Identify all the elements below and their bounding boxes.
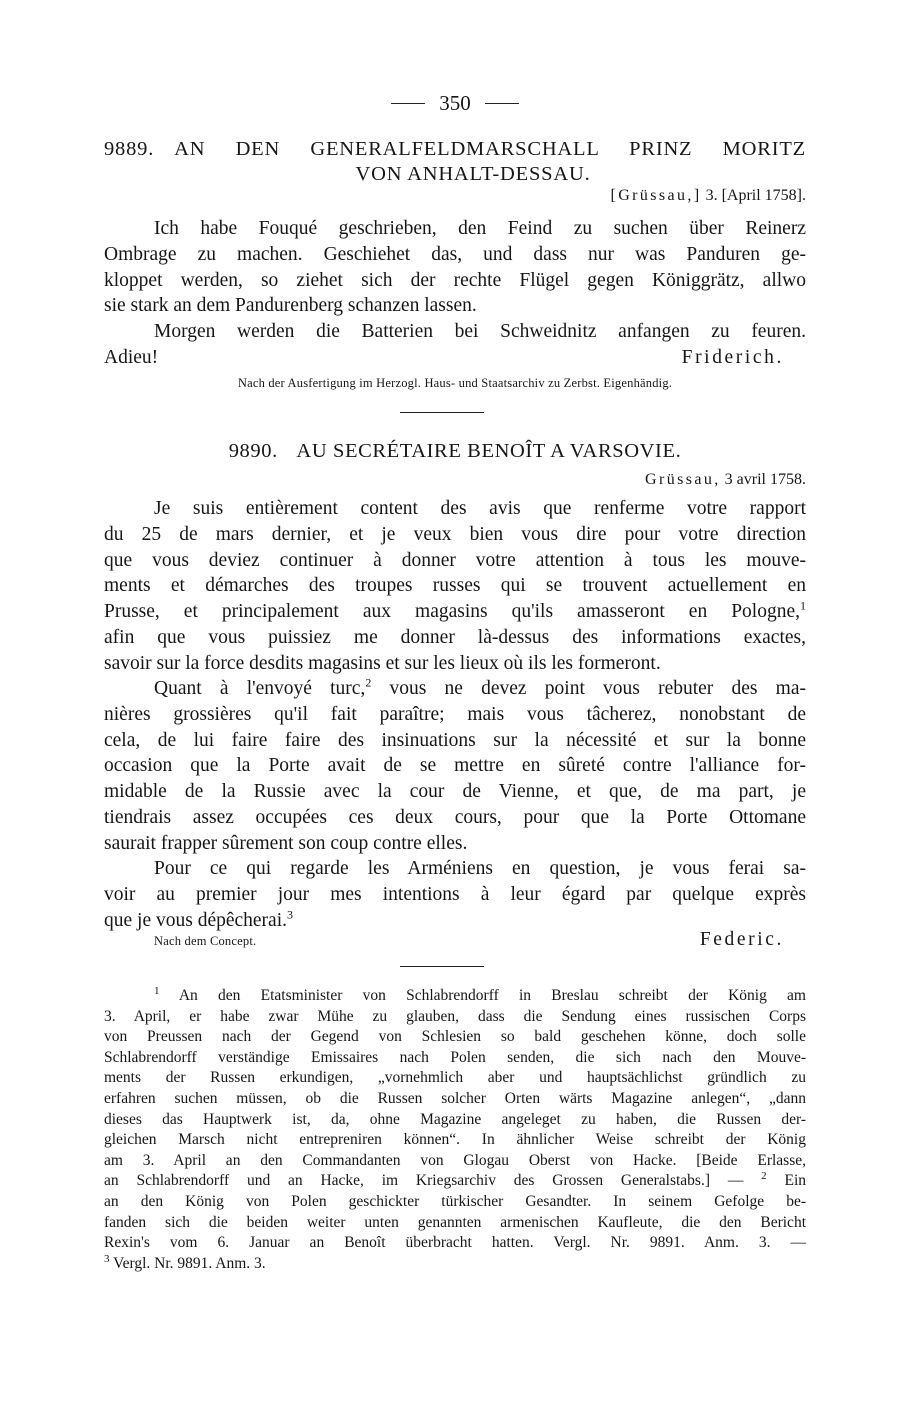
footnote-ref-1[interactable]: 1 xyxy=(800,598,806,613)
text-line: du 25 de mars dernier, et je veux bien vous dire pour votre direction xyxy=(104,523,806,545)
place: Grüssau, xyxy=(645,471,721,488)
signature: Friderich. xyxy=(681,347,784,368)
text-line: sie stark an dem Pandurenberg schanzen lassen. xyxy=(104,295,477,317)
letter-9890-paragraph-2 xyxy=(104,676,806,857)
place: [Grüssau,] xyxy=(610,187,702,204)
footnote-line: fanden sich die beiden weiter unten genannten armenischen Kaufleute, die den Bericht xyxy=(104,1213,806,1231)
text-line: Je suis entièrement content des avis que renferme votre rapport xyxy=(154,498,806,519)
text-line: Morgen werden die Batterien bei Schweidnitz anfangen zu feuren. xyxy=(154,321,806,342)
footnote-mark-3: 3 xyxy=(104,1252,110,1265)
text-line: nières grossières qu'il fait paraître; mais vous tâcherez, nonobstant de xyxy=(104,703,806,725)
letter-9889-dateline xyxy=(104,187,828,205)
footnote-line: Schlabrendorff verständige Emissaires nach Polen senden, die sich nach den Mouve- xyxy=(104,1048,806,1066)
text-fragment: Quant à l'envoyé turc, xyxy=(154,678,366,699)
footnote-divider xyxy=(400,966,484,967)
text-line: saurait frapper sûrement son coup contre elles. xyxy=(104,832,468,854)
footnote-line xyxy=(104,986,806,1007)
text-line-with-note xyxy=(104,676,806,702)
letter-number: 9890. xyxy=(228,440,278,462)
text-line: voir au premier jour mes intentions à leur égard par quelque exprès xyxy=(104,883,806,905)
footnote-line: von Preussen nach der Gegend von Schlesien so bald geschehen könne, doch solle xyxy=(104,1028,806,1046)
footnote-line: erfahren suchen müssen, ob die Russen solcher Orten wärts Magazine anlegen“, „dann xyxy=(104,1089,806,1107)
footnote-line: 3. April, er habe zwar Mühe zu glauben, dass die Sendung eines russischen Corps xyxy=(104,1007,806,1025)
section-divider xyxy=(400,412,484,413)
source-note: Nach dem Concept. xyxy=(154,934,257,948)
letter-9889-paragraph-2 xyxy=(104,319,806,345)
title-line-1: AN DEN GENERALFELDMARSCHALL PRINZ MORITZ xyxy=(174,138,806,160)
text-line: savoir sur la force desdits magasins et sur les lieux où ils les formeront. xyxy=(104,652,661,674)
text-line-with-note xyxy=(104,599,806,625)
closing: Adieu! xyxy=(104,347,159,368)
text-fragment: Ein xyxy=(784,1172,807,1190)
header-dash-left xyxy=(391,103,425,104)
footnote-ref-2[interactable]: 2 xyxy=(365,675,372,690)
date: 3 avril 1758. xyxy=(724,471,806,488)
footnote-line xyxy=(104,1254,806,1275)
letter-9890-dateline xyxy=(104,471,828,489)
signature: Federic. xyxy=(699,929,784,950)
text-line: midable de la Russie avec la cour de Vienne, et que, de ma part, je xyxy=(104,781,806,803)
text-line: Pour ce qui regarde les Arméniens en question, je vous ferai sa- xyxy=(154,858,806,879)
text-line: cela, de lui faire faire des insinuations sur la nécessité et sur la bonne xyxy=(104,729,806,751)
footnote-mark-2: 2 xyxy=(761,1170,767,1183)
footnote-ref-3[interactable]: 3 xyxy=(287,907,294,922)
text-line: occasion que la Porte avait de se mettre en sûreté contre l'alliance for- xyxy=(104,755,806,777)
footnote-line: an den König von Polen geschickter türkischer Gesandter. In seinem Gefolge be- xyxy=(104,1192,806,1210)
letter-9890-paragraph-3 xyxy=(104,856,806,933)
text-line: ments et démarches des troupes russes qui se trouvent actuellement en xyxy=(104,575,806,597)
text-fragment: an Schlabrendorff und an Hacke, im Kriegsarchiv des Grossen Generalstabs.] — xyxy=(104,1172,744,1190)
letter-9889-title xyxy=(104,137,806,187)
letter-9890-title xyxy=(104,440,826,463)
footnote-mark-1: 1 xyxy=(154,984,160,997)
footnote-line: ments der Russen erkundigen, „vornehmlich aber und hauptsächlichst gründlich zu xyxy=(104,1069,806,1087)
footnote-line xyxy=(104,1171,806,1192)
letter-9889-paragraph-1 xyxy=(104,216,806,319)
text-line: afin que vous puissiez me donner là-dessus des informations exactes, xyxy=(104,626,806,648)
text-fragment: Prusse, et principalement aux magasins qu'ils amasseront en Pologne, xyxy=(104,601,800,623)
text-line: tiendrais assez occupées ces deux cours, pour que la Porte Ottomane xyxy=(104,806,806,828)
text-line: que vous deviez continuer à donner votre attention à tous les mouve- xyxy=(104,549,806,571)
title-line-2: VON ANHALT-DESSAU. xyxy=(355,163,591,185)
letter-9889-source-note: Nach der Ausfertigung im Herzogl. Haus- und Staatsarchiv zu Zerbst. Eigenhändig. xyxy=(237,376,673,390)
text-fragment: An den Etatsminister von Schlabrendorff in Breslau schreibt der König am xyxy=(178,987,806,1004)
letter-9890-paragraph-1 xyxy=(104,496,806,677)
text-fragment: vous ne devez point vous rebuter des ma- xyxy=(371,678,806,699)
footnotes xyxy=(104,986,806,1274)
letter-9890-closing xyxy=(104,929,806,951)
text-fragment: Vergl. Nr. 9891. Anm. 3. xyxy=(113,1254,266,1272)
date: 3. [April 1758]. xyxy=(705,187,806,204)
text-line: Ich habe Fouqué geschrieben, den Feind zu suchen über Reinerz xyxy=(154,218,806,239)
title-text: AU SECRÉTAIRE BENOÎT A VARSOVIE. xyxy=(296,440,682,462)
footnote-line: gleichen Marsch nicht entrepreniren können“. In ähnlicher Weise schreibt der König xyxy=(104,1131,806,1149)
footnote-line: dieses das Hauptwerk ist, da, ohne Magazine angeleget zu haben, die Russen der- xyxy=(104,1110,806,1128)
letter-number: 9889. xyxy=(104,138,155,160)
header-dash-right xyxy=(485,103,519,104)
page-header xyxy=(104,90,806,116)
footnote-line: am 3. April an den Commandanten von Glogau Oberst von Hacke. [Beide Erlasse, xyxy=(104,1151,806,1169)
footnote-line: Rexin's vom 6. Januar an Benoît überbracht hatten. Vergl. Nr. 9891. Anm. 3. — xyxy=(104,1234,806,1252)
text-line: Ombrage zu machen. Geschiehet das, und dass nur was Panduren ge- xyxy=(104,243,806,265)
letter-9889-closing xyxy=(104,345,806,371)
text-line: kloppet werden, so ziehet sich der rechte Flügel gegen Königgrätz, allwo xyxy=(104,269,806,291)
text-fragment: que je vous dépêcherai. xyxy=(104,909,288,931)
page-number: 350 xyxy=(439,90,471,115)
